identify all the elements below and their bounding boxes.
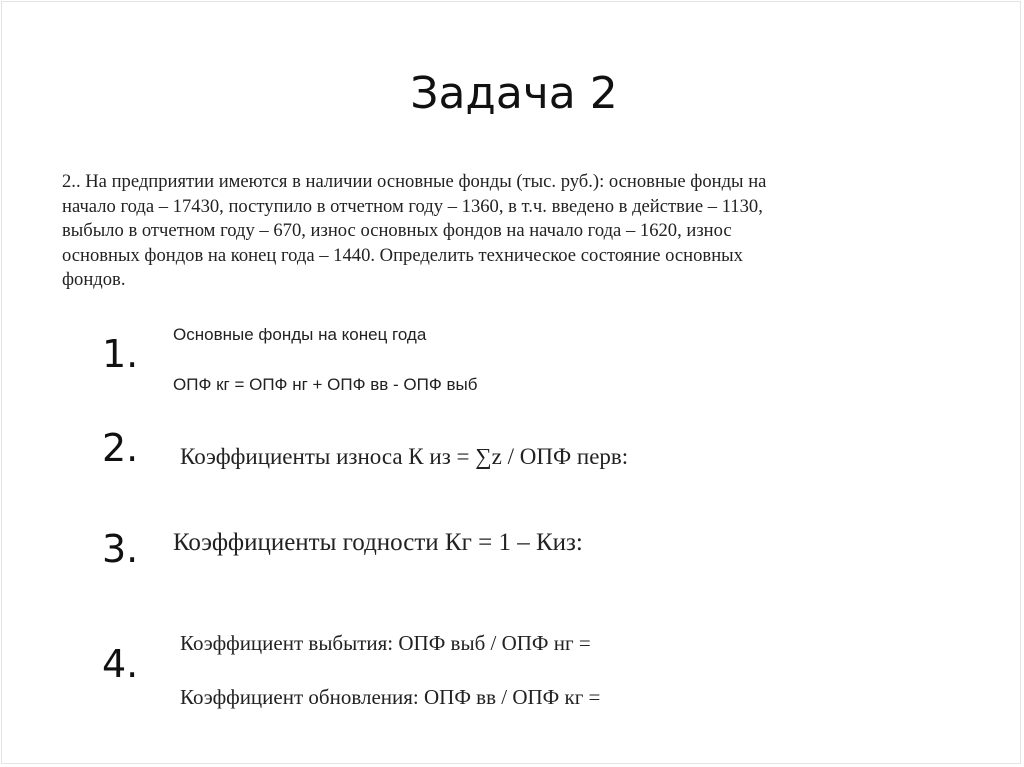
- step-1-heading: Основные фонды на конец года: [173, 325, 427, 344]
- step-number-3: 3.: [102, 527, 139, 571]
- step-number-2: 2.: [102, 426, 139, 470]
- problem-line: фондов.: [62, 269, 126, 290]
- step-4-renewal-formula: Коэффициент обновления: ОПФ вв / ОПФ кг =: [180, 685, 601, 709]
- problem-line: выбыло в отчетном году – 670, износ основных фондов на начало года – 1620, износ: [62, 220, 732, 241]
- step-2-formula: Коэффициенты износа К из = ∑z / ОПФ перв:: [180, 444, 629, 469]
- step-3-formula: Коэффициенты годности Кг = 1 – Киз:: [173, 529, 583, 556]
- problem-line: начало года – 17430, поступило в отчетном году – 1360, в т.ч. введено в действие – 1130,: [62, 195, 763, 217]
- problem-line: основных фондов на конец года – 1440. Определить техническое состояние основных: [62, 244, 743, 266]
- slide-title: Задача 2: [410, 68, 618, 119]
- step-1-formula: ОПФ кг = ОПФ нг + ОПФ вв - ОПФ выб: [173, 375, 478, 394]
- step-4-disposal-formula: Коэффициент выбытия: ОПФ выб / ОПФ нг =: [180, 631, 591, 655]
- problem-line: 2.. На предприятии имеются в наличии основные фонды (тыс. руб.): основные фонды на: [62, 171, 767, 192]
- step-number-4: 4.: [102, 642, 139, 686]
- step-number-1: 1.: [102, 332, 139, 376]
- slide: [1, 1, 1021, 764]
- problem-statement: [62, 170, 992, 293]
